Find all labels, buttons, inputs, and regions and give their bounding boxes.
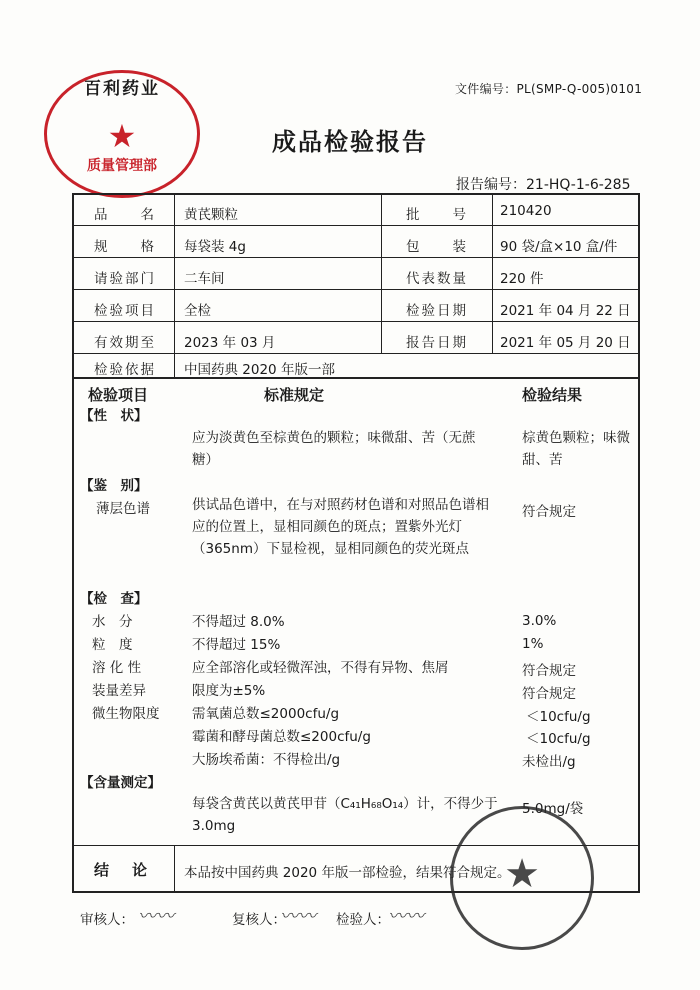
item-value: 全检 [184, 303, 211, 319]
report-date-label: 报告日期 [406, 335, 466, 351]
check-standard: 限度为±5% [192, 683, 266, 699]
check-label: 装量差异 [92, 683, 146, 699]
check-standard: 需氧菌总数≤2000cfu/g [192, 706, 340, 722]
quantity-label: 代表数量 [406, 271, 466, 287]
check-standard: 不得超过 15% [192, 637, 281, 653]
check-result: 符合规定 [522, 663, 576, 679]
check-label: 溶 化 性 [92, 660, 142, 676]
company-logo-text: 百利药业 [84, 79, 160, 99]
page-title: 成品检验报告 [272, 128, 428, 156]
check-result: 符合规定 [522, 686, 576, 702]
spec-value: 每袋装 4g [184, 239, 246, 255]
basis-value: 中国药典 2020 年版一部 [184, 362, 335, 378]
tlc-standard: 供试品色谱中，在与对照药材色谱和对照品色谱相应的位置上，显相同颜色的斑点；置紫外光灯（365nm）下显检视，显相同颜色的荧光斑点 [192, 497, 489, 557]
package-value: 90 袋/盒×10 盒/件 [500, 239, 618, 255]
check-standard: 应全部溶化或轻微浑浊，不得有异物、焦屑 [192, 660, 449, 676]
reviewer-label: 审核人： [80, 912, 134, 928]
dept-value: 二车间 [184, 271, 225, 287]
test-date-value: 2021 年 04 月 22 日 [500, 303, 631, 319]
conclusion-text: 本品按中国药典 2020 年版一部检验，结果符合规定。 [184, 865, 511, 881]
star-icon: ★ [107, 117, 137, 155]
dept-label: 请验部门 [94, 271, 154, 287]
inspector-label: 检验人： [336, 912, 390, 928]
check-result: 3.0% [522, 613, 557, 629]
batch-value: 210420 [500, 203, 552, 219]
section-identification: 【鉴 别】 [80, 478, 148, 494]
item-label: 检验项目 [94, 303, 154, 319]
check-label: 微生物限度 [92, 706, 160, 722]
check-result: ＜10cfu/g [526, 709, 591, 725]
package-label: 包装 [406, 239, 466, 255]
expiry-label: 有效期至 [94, 335, 154, 351]
check-standard: 霉菌和酵母菌总数≤200cfu/g [192, 729, 371, 745]
quantity-value: 220 件 [500, 271, 544, 287]
check-standard: 大肠埃希菌：不得检出/g [192, 752, 341, 768]
expiry-value: 2023 年 03 月 [184, 335, 276, 351]
stamp-label: 质量管理部 [87, 158, 157, 174]
batch-label: 批号 [406, 207, 466, 223]
character-standard: 应为淡黄色至棕黄色的颗粒；味微甜、苦（无蔗糖） [192, 430, 476, 468]
character-result: 棕黄色颗粒；味微甜、苦 [522, 430, 630, 468]
check-standard: 不得超过 8.0% [192, 614, 285, 630]
basis-label: 检验依据 [94, 362, 154, 378]
inspector-signature: 〰〰 [388, 906, 424, 927]
conclusion-label: 结 论 [94, 861, 152, 879]
document-number: 文件编号：PL(SMP-Q-005)0101 [455, 82, 643, 96]
reviewer-signature: 〰〰 [138, 906, 174, 927]
checker-signature: 〰〰 [280, 906, 316, 927]
tlc-result: 符合规定 [522, 504, 576, 520]
test-date-label: 检验日期 [406, 303, 466, 319]
check-result: 1% [522, 636, 544, 652]
report-number: 报告编号：21-HQ-1-6-285 [456, 177, 631, 193]
check-label: 粒 度 [92, 637, 133, 653]
check-result: 未检出/g [522, 754, 576, 770]
checker-label: 复核人： [232, 912, 286, 928]
check-label: 水 分 [92, 614, 133, 630]
col-header-item: 检验项目 [88, 386, 149, 404]
spec-label: 规格 [94, 239, 154, 255]
report-date-value: 2021 年 05 月 20 日 [500, 335, 631, 351]
check-result: ＜10cfu/g [526, 731, 591, 747]
product-name-label: 品名 [94, 207, 154, 223]
product-name-value: 黄芪颗粒 [184, 207, 238, 223]
assay-standard: 每袋含黄芪以黄芪甲苷（C₄₁H₆₈O₁₄）计，不得少于 3.0mg [192, 796, 498, 834]
star-icon: ★ [504, 851, 540, 897]
assay-result: 5.0mg/袋 [522, 801, 584, 817]
tlc-label: 薄层色谱 [96, 501, 150, 517]
company-seal-stamp [450, 806, 594, 950]
col-header-result: 检验结果 [522, 386, 583, 404]
section-content: 【含量测定】 [80, 775, 161, 791]
section-character: 【性 状】 [80, 408, 148, 424]
report-table [72, 193, 640, 893]
col-header-standard: 标准规定 [264, 386, 325, 404]
section-inspection: 【检 查】 [80, 591, 148, 607]
